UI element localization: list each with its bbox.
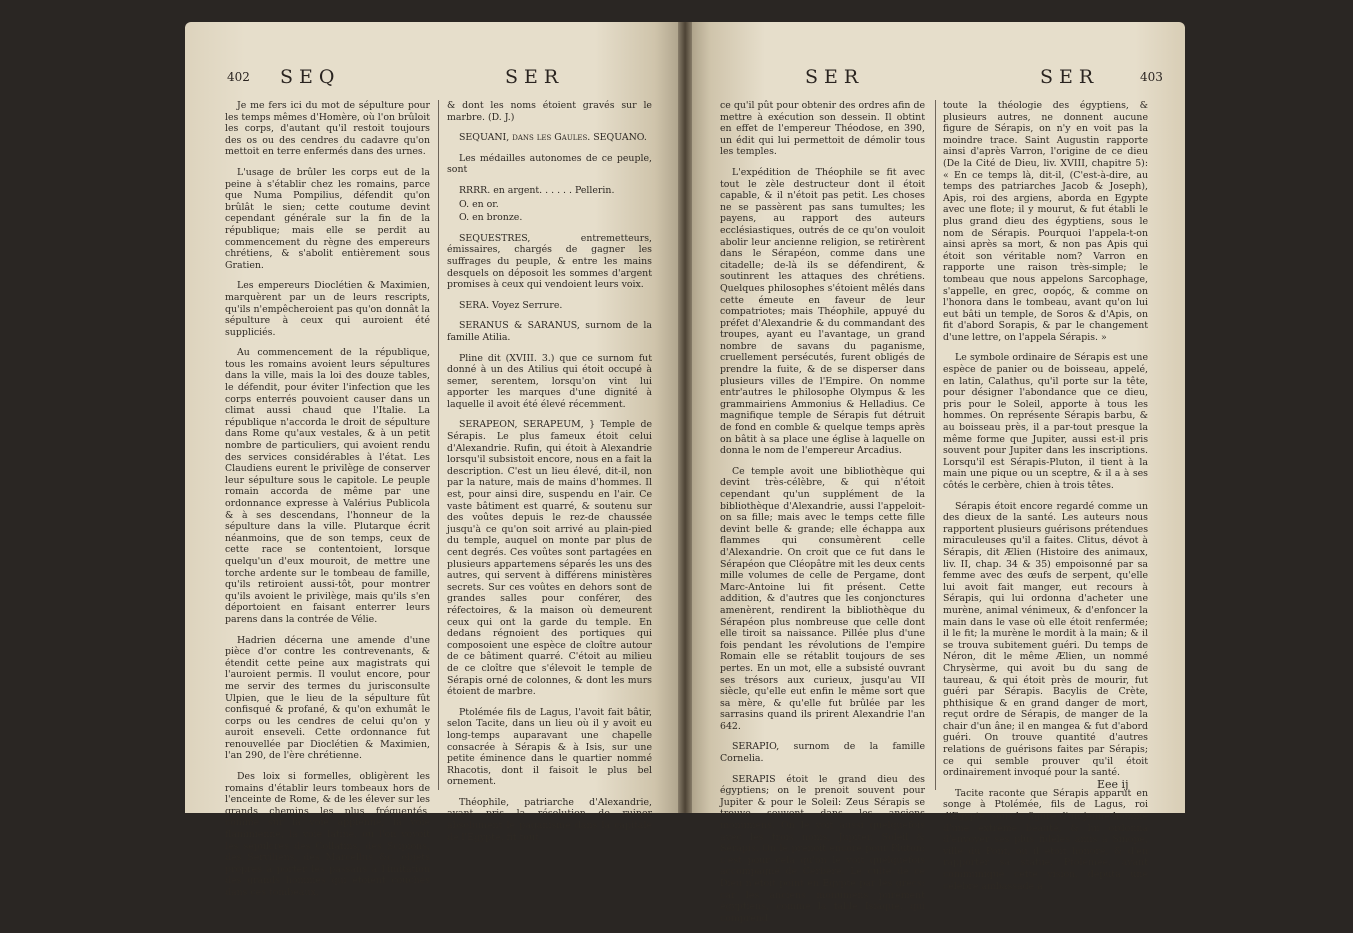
paragraph: Les médailles autonomes de ce peuple, sont	[447, 152, 652, 176]
paragraph: Ptolémée fils de Lagus, l'avoit fait bâtir, selon Tacite, dans un lieu où il y avoit eu long-temps auparavant une chapelle consacrée à Sérapis & à Isis, sur une petite éminence dans le quartier nommé Rhacotis, dont il faisoit le plus bel ornement.	[447, 706, 652, 788]
paragraph: L'usage de brûler les corps eut de la peine à s'établir chez les romains, parce que Numa Pompilius, défendit qu'on brûlât le sien; cette coutume devint cependant générale sur la fin de la république; mais elle se perdit au commencement du règne des empereurs chrétiens, & s'abolit entièrement sous Gratien.	[225, 166, 430, 271]
text-column	[447, 100, 652, 852]
text-column	[225, 100, 430, 908]
column-rule	[935, 100, 936, 790]
paragraph: O. en or.	[459, 198, 499, 210]
running-head: SER	[1040, 66, 1100, 88]
paragraph: Pline dit (XVIII. 3.) que ce surnom fut donné à un des Atilius qui étoit occupé à semer, serentem, lorsqu'on vint lui apporter les marques d'une dignité à laquelle il avoit été élevé récemment.	[447, 352, 652, 410]
signature-mark: Eee ij	[1097, 778, 1129, 791]
paragraph: SERAPIS étoit le grand dieu des égyptiens; on le prenoit souvent pour Jupiter & pour le Soleil: Zeus Sérapis se trouve souvent dans les anciens monumens. On le voit aussi quelquefois avec les trois noms, Jupiter, Soleil & Sérapis. On le prenoit encore pour Pluton; c'est pour cela qu'on le voit quelquefois accompagné de Cerbère. Le culte de ce Dieu n'étoit point en Egypte par les grecs; car les anciens monumens purement égyptiens, comme la table Isiaque, qui comprend	[720, 773, 925, 924]
paragraph: SERAPIO, surnom de la famille Cornelia.	[720, 741, 925, 765]
paragraph: Ce temple avoit une bibliothèque qui devint très-célèbre, & qui n'étoit cependant qu'un supplément de la bibliothèque d'Alexandrie, aussi l'appeloit-on sa fille; mais avec le temps cette fille devint belle & grande; elle échappa aux flammes qui consumèrent celle d'Alexandrie. On croit que ce fut dans le Sérapéon que Cléopâtre mit les deux cents mille volumes de celle de Pergame, dont Marc-Antoine lui fit présent. Cette addition, & d'autres que les conjonctures amenèrent, rendirent la bibliothèque du Sérapéon plus nombreuse que celle dont elle tiroit sa naissance. Pillée plus d'une fois pendant les révolutions de l'empire Romain elle se rétablit toujours de ses pertes. En un mot, elle a subsisté ouvrant ses trésors aux curieux, jusqu'au VII siècle, qu'elle eut enfin le même sort que sa mère, & qu'elle fut brûlée par les sarrasins quand ils prirent Alexandrie l'an 642.	[720, 465, 925, 732]
paragraph: Théophile, patriarche d'Alexandrie, ayant pris la résolution de ruiner absolument le paganisme dans la capitale de l'Egypte, fit tout	[447, 796, 652, 843]
book-gutter	[678, 22, 692, 813]
paragraph: ce qu'il pût pour obtenir des ordres afin de mettre à exécution son dessein. Il obtint en effet de l'empereur Théodose, en 390, un édit qui lui permettoit de démolir tous les temples.	[720, 100, 925, 158]
paragraph: Des loix si formelles, obligèrent les romains d'établir leurs tombeaux hors de l'enceinte de Rome, & de les élever sur les grands chemins les plus fréquentés, comme sur la voie appienne, la voie flaminienne, la voie latine, où l'on voyoit les sépulcres des Collatins, des Scipions, des Serviliens, des Marcellus &c. objets propres à porter les passans à l'imitation des grands hommes qui étoient couchés dans ces tombeaux,	[225, 771, 430, 898]
paragraph: SERA. Voyez Serrure.	[459, 299, 563, 311]
page-number: 403	[1140, 70, 1163, 84]
paragraph: Tacite raconte que Sérapis apparut en songe à Ptolémée, fils de Lagus, roi d'Egypte, sous la figure d'un jeune homme d'une extrême beauté, & lui ordonna d'envoyer ses plus fidèles amis à Sinope, ville du Pont, où il étoit honoré, & d'en rapporter sa statue. Ptolémée, ayant communiqué cette vision, députa une célèbre ambassade à	[943, 787, 1148, 892]
paragraph: Hadrien décerna une amende d'une pièce d'or contre les contrevenants, & étendit cette peine aux magistrats qui l'auroient permis. Il voulut encore, pour me servir des termes du jurisconsulte Ulpien, que le lieu de la sépulture fût confisqué & profané, & qu'on exhumât le corps ou les cendres de celui qu'on y auroit enseveli. Cette ordonnance fut renouvellée par Dioclétien & Maximien, l'an 290, de l'ère chrétienne.	[225, 634, 430, 762]
entry-heading: SEQUANI, dans les Gaules. SEQUANO.	[459, 132, 647, 144]
paragraph: RRRR. en argent. . . . . . Pellerin.	[459, 184, 615, 196]
column-rule	[438, 100, 439, 790]
text-column	[720, 100, 925, 933]
paragraph: Je me fers ici du mot de sépulture pour les temps mêmes d'Homère, où l'on brûloit les corps, d'autant qu'il restoit toujours des os ou des cendres du cadavre qu'on mettoit en terre enfermés dans des urnes.	[225, 100, 430, 158]
paragraph: Au commencement de la république, tous les romains avoient leurs sépultures dans la ville, mais la loi des douze tables, le défendit, pour éviter l'infection que les corps enterrés pouvoient causer dans un climat aussi chaud que l'Italie. La république n'accorda le droit de sépulture dans Rome qu'aux vestales, & à un petit nombre de particuliers, qui avoient rendu des services considérables à l'état. Les Claudiens eurent le privilège de conserver leur sépulture sous le capitole. Le peuple romain accorda de même par une ordonnance expresse à Valérius Publicola & à ses descendans, l'honneur de la sépulture dans la ville. Plutarque écrit néanmoins, que de son temps, ceux de cette race se contentoient, lorsque quelqu'un d'eux mouroit, de mettre une torche ardente sur le tombeau de famille, qu'ils retiroient aussi-tôt, pour montrer qu'ils avoient le privilège, mais qu'ils s'en déportoient en faisant enterrer leurs parens dans la contrée de Vélie.	[225, 347, 430, 625]
open-book	[185, 22, 1185, 924]
paragraph: L'expédition de Théophile se fit avec tout le zèle destructeur dont il étoit capable, & il n'étoit pas petit. Les choses ne se passèrent pas sans tumultes; les payens, au rapport des auteurs ecclésiastiques, outrés de ce qu'on vouloit abolir leur ancienne religion, se retirèrent dans le Sérapéon, comme dans une citadelle; de-là ils se défendirent, & soutinrent les attaques des chrétiens. Quelques philosophes s'étoient mêlés dans cette émeute en faveur de leur compatriotes; mais Théophile, appuyé du préfet d'Alexandrie & du commandant des troupes, ayant eu l'avantage, un grand nombre de savans du paganisme, cruellement persécutés, furent obligés de prendre la fuite, & de se disperser dans plusieurs villes de l'Empire. On nomme entr'autres le philosophe Olympus & les grammairiens Ammonius & Helladius. Ce magnifique temple de Sérapis fut détruit de fond en comble & quelque temps après on bâtit à sa place une église à laquelle on donna le nom de l'empereur Arcadius.	[720, 166, 925, 457]
right-page	[685, 22, 1185, 924]
paragraph: Les empereurs Dioclétien & Maximien, marquèrent par un de leurs rescripts, qu'ils n'empêcheroient pas qu'on donnât la sépulture à ceux qui auroient été suppliciés.	[225, 280, 430, 338]
paragraph: O. en bronze.	[459, 212, 523, 224]
paragraph: toute la théologie des égyptiens, & plusieurs autres, ne donnent aucune figure de Sérapis, on n'y en voit pas la moindre trace. Saint Augustin rapporte ainsi d'après Varron, l'origine de ce dieu (De la Cité de Dieu, liv. XVIII, chapitre 5): « En ce temps là, dit-il, (C'est-à-dire, au temps des patriarches Jacob & Joseph), Apis, roi des argiens, aborda en Egypte avec une flote; il y mourut, & fut établi le plus grand dieu des égyptiens, sous le nom de Sérapis. Pourquoi l'appela-t-on ainsi après sa mort, & non pas Apis qui étoit son véritable nom? Varron en rapporte une raison très-simple; le tombeau que nous appelons Sarcophage, s'appelle, en grec, σορός, & comme on l'honora dans le tombeau, avant qu'on lui eut bâti un temple, de Soros & d'Apis, on fit d'abord Sorapis, & par le changement d'une lettre, on l'appela Sérapis. »	[943, 100, 1148, 343]
paragraph: Sérapis étoit encore regardé comme un des dieux de la santé. Les auteurs nous rapportent plusieurs guérisons prétendues miraculeuses qu'il a faites. Clitus, dévot à Sérapis, dit Ælien (Histoire des animaux, liv. II, chap. 34 & 35) empoisonné par sa femme avec des œufs de serpent, qu'elle lui avoit fait manger, eut recours à Sérapis, qui lui ordonna d'acheter une murène, animal vénimeux, & d'enfoncer la main dans le vase où elle étoit renfermée; il le fit; la murène le mordit à la main; & il se trouva subitement guéri. Du temps de Néron, dit le même Ælien, un nommé Chrysèrme, qui avoit bu du sang de taureau, & qui étoit près de mourir, fut guéri par Sérapis. Bacylis de Crète, phthisique & en grand danger de mort, reçut ordre de Sérapis, de manger de la chair d'un âne; il en mangea & fut d'abord guéri. On trouve quantité d'autres relations de guérisons faites par Sérapis; ce qui semble prouver qu'il étoit ordinairement invoqué pour la santé.	[943, 500, 1148, 779]
paragraph: & dont les noms étoient gravés sur le marbre. (D. J.)	[447, 100, 652, 123]
left-page	[185, 22, 685, 898]
paragraph: SERAPEON, SERAPEUM, } Temple de Sérapis. Le plus fameux étoit celui d'Alexandrie. Rufin, qui étoit à Alexandrie lorsqu'il subsistoit encore, nous en a fait la description. C'est un lieu élevé, dit-il, non par la nature, mais de mains d'hommes. Il est, pour ainsi dire, suspendu en l'air. Ce vaste bâtiment est quarré, & soutenu sur des voûtes depuis le rez-de chaussée jusqu'à ce qu'on soit arrivé au plain-pied du temple, auquel on monte par plus de cent degrés. Ces voûtes sont partagées en plusieurs appartemens séparés les uns des autres, qui servent à différens ministères secrets. Sur ces voûtes en dehors sont de grandes salles pour conférer, des réfectoires, & la maison où demeurent ceux qui ont la garde du temple. En dedans régnoient des portiques qui composoient une espèce de cloître autour de ce bâtiment quarré. C'étoit au milieu de ce cloître que s'élevoit le temple de Sérapis orné de colonnes, & dont les murs étoient de marbre.	[447, 419, 652, 698]
paragraph: Le symbole ordinaire de Sérapis est une espèce de panier ou de boisseau, appelé, en latin, Calathus, qu'il porte sur la tête, pour désigner l'abondance que ce dieu, pris pour le Soleil, apporte à tous les hommes. On représente Sérapis barbu, & au boisseau près, il a par-tout presque la même forme que Jupiter, aussi est-il pris souvent pour Jupiter dans les inscriptions. Lorsqu'il est Sérapis-Pluton, il tient à la main une pique ou un sceptre, & il a à ses côtés le cerbère, chien à trois têtes.	[943, 352, 1148, 491]
paragraph: SERANUS & SARANUS, surnom de la famille Atilia.	[447, 320, 652, 343]
running-head: SEQ	[280, 66, 341, 88]
running-head: SER	[505, 66, 565, 88]
paragraph: SEQUESTRES, entremetteurs, émissaires, chargés de gagner les suffrages du peuple, & entre les mains desquels on déposoit les sommes d'argent promises à ceux qui vendoient leurs voix.	[447, 232, 652, 291]
running-head: SER	[805, 66, 865, 88]
page-number: 402	[227, 70, 250, 84]
